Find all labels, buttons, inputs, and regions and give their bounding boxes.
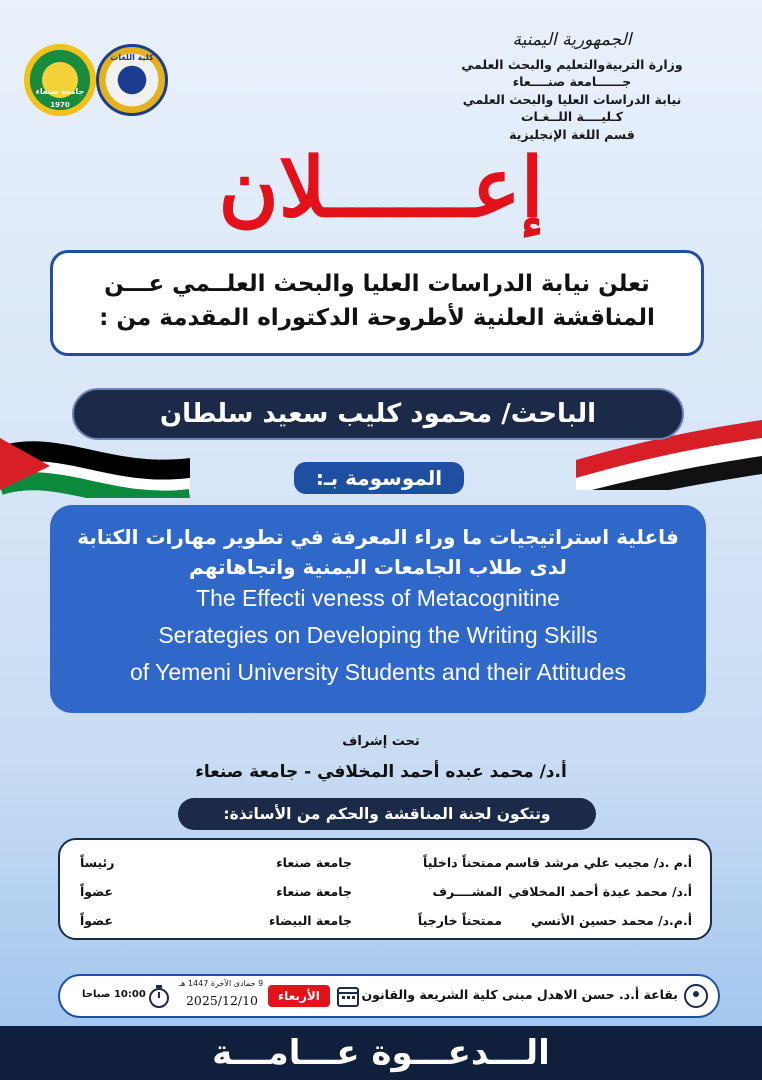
thesis-title-english-2: Serategies on Developing the Writing Skills xyxy=(158,622,598,648)
titled-label: الموسومة بـ: xyxy=(294,462,464,494)
thesis-title-box xyxy=(50,505,706,713)
faculty-of-languages-logo xyxy=(96,44,168,116)
researcher-name: الباحث/ محمود كليب سعيد سلطان xyxy=(72,388,684,440)
event-date: 2025/12/10 xyxy=(185,993,259,1008)
member-university: جامعة البيضاء xyxy=(268,913,352,928)
committee-row xyxy=(80,848,692,877)
member-name: أ.م .د/ مجيب علي مرشد قاسم xyxy=(504,855,692,870)
member-position: عضواً xyxy=(80,884,113,899)
announcement-line-2: المناقشة العلنية لأطروحة الدكتوراه المقدمة من : xyxy=(99,305,655,331)
stopwatch-icon xyxy=(146,983,172,1009)
event-day: الأربعاء xyxy=(268,985,330,1007)
committee-row xyxy=(80,877,692,906)
public-invitation: الـــدعـــوة عـــامـــة xyxy=(0,1026,762,1080)
committee-row xyxy=(80,906,692,935)
member-role: ممتحناً خارجياً xyxy=(417,913,502,928)
member-role: ممتحناً داخلياً xyxy=(423,855,502,870)
event-time: 10:00 صباحا xyxy=(82,989,146,1000)
announcement-line-1: تعلن نيابة الدراسات العليا والبحث العلــمي عـــن xyxy=(104,271,650,297)
logo-text: كلية اللغات xyxy=(110,53,154,62)
institution-header xyxy=(442,32,702,143)
thesis-title-english-3: of Yemeni University Students and their Attitudes xyxy=(129,659,627,685)
supervisor-name: أ.د/ محمد عبده أحمد المخلافي - جامعة صنعاء xyxy=(195,762,567,782)
committee-table xyxy=(80,848,692,935)
thesis-title-english-1: The Effecti veness of Metacognitine xyxy=(196,585,560,611)
member-position: عضواً xyxy=(80,913,113,928)
member-university: جامعة صنعاء xyxy=(276,884,352,899)
committee-label: وتتكون لجنة المناقشة والحكم من الأساتذة: xyxy=(178,798,596,830)
header-line: جــــــامعة صنــــعاء xyxy=(512,74,632,89)
sanaa-university-logo xyxy=(24,44,96,116)
header-line: نيابة الدراسات العليا والبحث العلمي xyxy=(462,91,682,107)
thesis-title-arabic-1: فاعلية استراتيجيات ما وراء المعرفة في تطوير مهارات الكتابة xyxy=(77,525,679,549)
committee-box xyxy=(58,838,712,940)
member-name: أ.م.د/ محمد حسين الأنسي xyxy=(530,913,692,928)
announcement-title: إعــــــلان xyxy=(218,140,544,236)
member-university: جامعة صنعاء xyxy=(276,855,352,870)
republic-name: الجمهورية اليمنية xyxy=(512,30,632,50)
logo-text: جامعة صنعاء xyxy=(35,87,85,96)
member-position: رئيساً xyxy=(80,855,115,870)
header-line: كـليــــة اللــغـات xyxy=(521,109,623,124)
header-line: وزارة التربيةوالتعليم والبحث العلمي xyxy=(461,56,683,72)
announcement-box xyxy=(50,250,704,356)
calendar-icon xyxy=(336,984,360,1008)
member-name: أ.د/ محمد عبدة أحمد المخلافي xyxy=(508,884,692,899)
thesis-title-arabic-2: لدى طلاب الجامعات اليمنية واتجاهاتهم xyxy=(189,555,567,579)
member-role: المشــــرف xyxy=(432,884,502,899)
event-hijri-date: 9 جمادى الآخرة 1447 هـ xyxy=(178,979,264,988)
event-details-bar xyxy=(58,974,720,1018)
event-location: بقاعة أ.د. حسن الاهدل مبنى كلية الشريعة والقانون xyxy=(361,987,678,1002)
supervision-label: تحت إشراف xyxy=(342,734,420,749)
logo-year: 1970 xyxy=(50,101,70,109)
location-pin-icon xyxy=(684,984,708,1008)
header-line: قسم اللغة الإنجليزية xyxy=(509,126,635,142)
